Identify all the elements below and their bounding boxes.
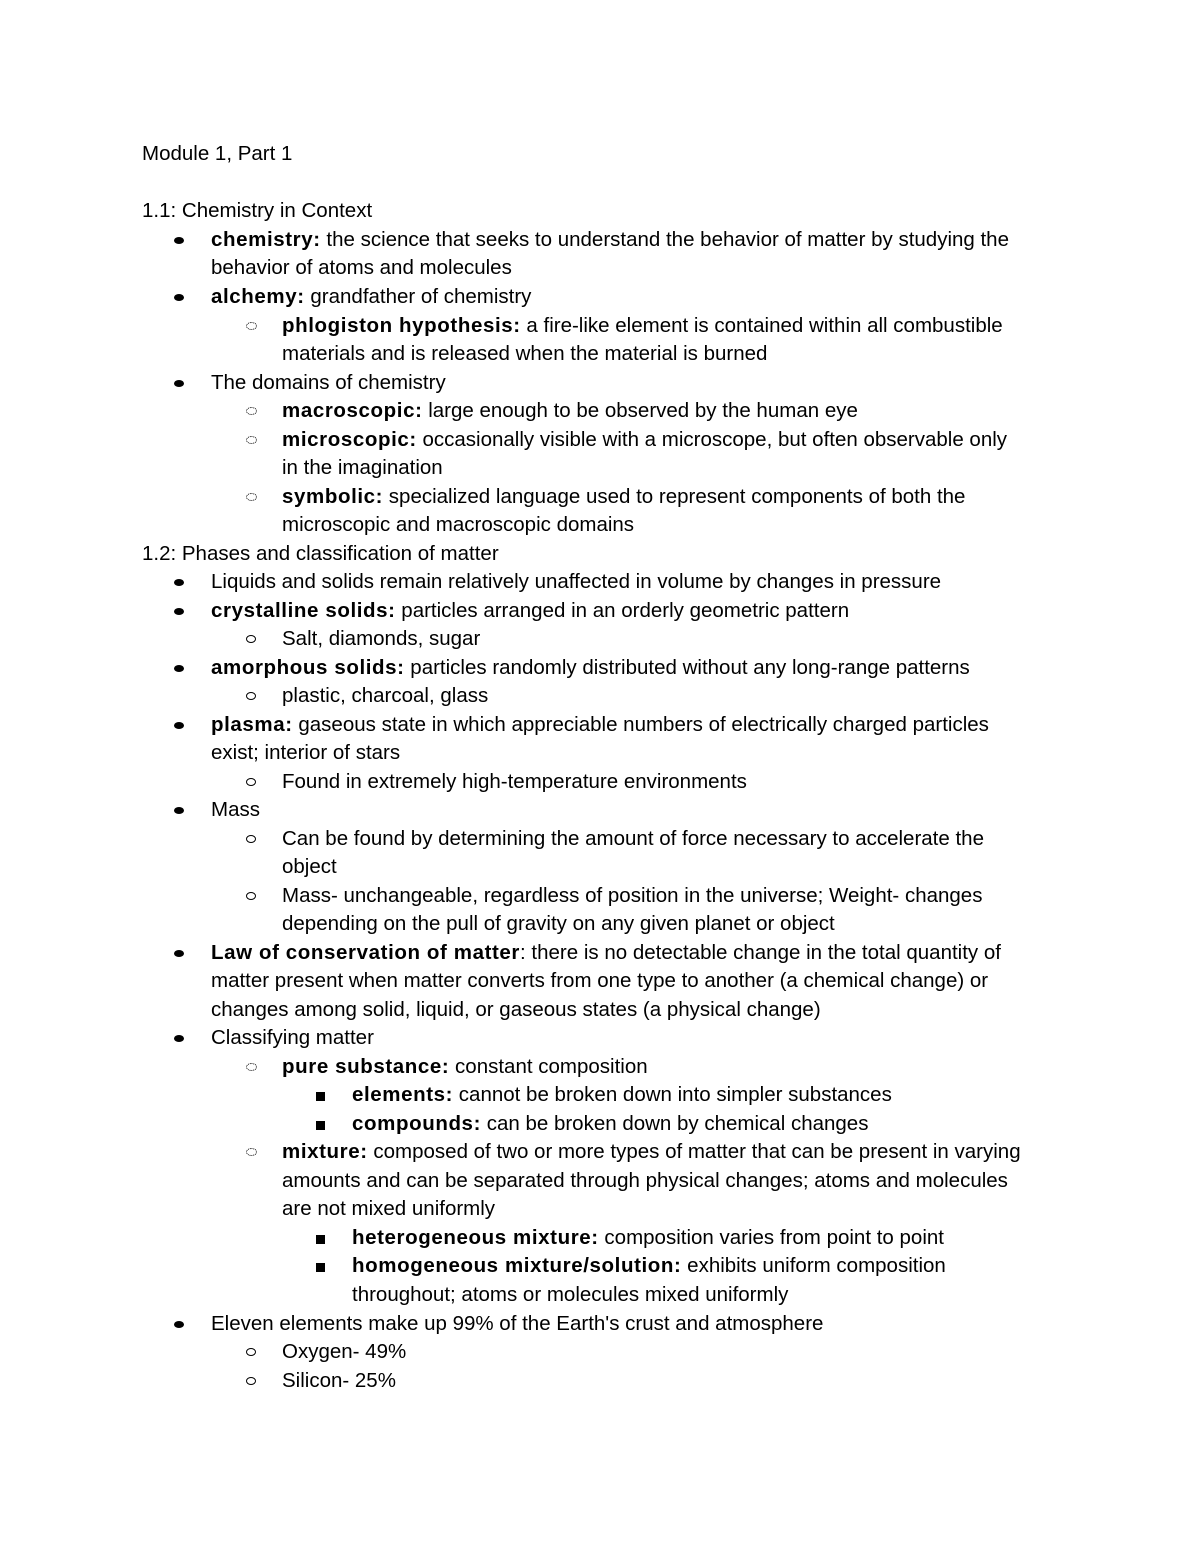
- list-item-compounds: [352, 1110, 868, 1139]
- list-item-continuation: amounts and can be separated through physical changes; atoms and molecules: [282, 1169, 1008, 1192]
- definition-text: particles randomly distributed without any long-range patterns: [404, 656, 970, 679]
- list-item-chemistry: [211, 226, 1009, 255]
- list-item-mass: Mass: [211, 798, 260, 821]
- square-bullet-icon: [316, 1235, 325, 1244]
- list-item-elements: [352, 1081, 892, 1110]
- list-item-amorphous-examples: plastic, charcoal, glass: [282, 684, 489, 707]
- term-compounds: compounds:: [352, 1112, 481, 1135]
- term-pure-substance: pure substance:: [282, 1055, 450, 1078]
- bullet-icon: [174, 608, 184, 615]
- definition-text: constant composition: [449, 1055, 648, 1078]
- sub-bullet-icon: [246, 1348, 256, 1356]
- bullet-icon: [174, 665, 184, 672]
- term-homogeneous: homogeneous mixture/solution:: [352, 1254, 682, 1277]
- sub-bullet-icon: [246, 436, 257, 444]
- list-item-crystalline-examples: Salt, diamonds, sugar: [282, 627, 481, 650]
- definition-text: composed of two or more types of matter that can be present in varying: [367, 1140, 1021, 1163]
- square-bullet-icon: [316, 1263, 325, 1272]
- section-heading-1-2: 1.2: Phases and classification of matter: [142, 542, 499, 565]
- list-item-amorphous: [211, 654, 970, 683]
- list-item-plasma-example: Found in extremely high-temperature environments: [282, 770, 747, 793]
- bullet-icon: [174, 579, 184, 586]
- sub-bullet-icon: [246, 1377, 256, 1385]
- list-item-eleven-elements: Eleven elements make up 99% of the Earth's crust and atmosphere: [211, 1312, 824, 1335]
- definition-text: occasionally visible with a microscope, but often observable only: [416, 428, 1008, 451]
- sub-bullet-icon: [246, 835, 256, 843]
- sub-bullet-icon: [246, 692, 256, 700]
- list-item-continuation: object: [282, 855, 337, 878]
- list-item-liquids: Liquids and solids remain relatively unaffected in volume by changes in pressure: [211, 570, 942, 593]
- list-item-continuation: changes among solid, liquid, or gaseous states (a physical change): [211, 998, 821, 1021]
- list-item-mass-weight: Mass- unchangeable, regardless of position in the universe; Weight- changes: [282, 884, 983, 907]
- list-item-plasma: [211, 711, 989, 740]
- bullet-icon: [174, 237, 184, 244]
- term-plasma: plasma:: [211, 713, 293, 736]
- term-elements: elements:: [352, 1083, 454, 1106]
- list-item-crystalline: [211, 597, 849, 626]
- list-item-macroscopic: [282, 397, 858, 426]
- sub-bullet-icon: [246, 892, 256, 900]
- definition-text: can be broken down by chemical changes: [481, 1112, 869, 1135]
- list-item-mixture: [282, 1138, 1021, 1167]
- list-item-phlogiston: [282, 312, 1003, 341]
- bullet-icon: [174, 294, 184, 301]
- definition-text: gaseous state in which appreciable numbers of electrically charged particles: [292, 713, 989, 736]
- list-item-pure-substance: [282, 1053, 648, 1082]
- list-item-continuation: matter present when matter converts from one type to another (a chemical change) or: [211, 969, 989, 992]
- term-phlogiston: phlogiston hypothesis:: [282, 314, 521, 337]
- square-bullet-icon: [316, 1121, 325, 1130]
- term-conservation-law: Law of conservation of matter: [211, 941, 521, 964]
- sub-bullet-icon: [246, 1063, 257, 1071]
- sub-bullet-icon: [246, 635, 256, 643]
- square-bullet-icon: [316, 1092, 325, 1101]
- list-item-continuation: are not mixed uniformly: [282, 1197, 496, 1220]
- definition-text: specialized language used to represent components of both the: [383, 485, 966, 508]
- term-chemistry: chemistry:: [211, 228, 321, 251]
- list-item-conservation-law: [211, 939, 1001, 968]
- term-symbolic: symbolic:: [282, 485, 384, 508]
- term-alchemy: alchemy:: [211, 285, 305, 308]
- list-item-alchemy: [211, 283, 531, 312]
- term-amorphous: amorphous solids:: [211, 656, 405, 679]
- sub-bullet-icon: [246, 493, 257, 501]
- list-item-symbolic: [282, 483, 965, 512]
- term-macroscopic: macroscopic:: [282, 399, 423, 422]
- section-heading-1-1: 1.1: Chemistry in Context: [142, 199, 373, 222]
- list-item-continuation: microscopic and macroscopic domains: [282, 513, 635, 536]
- term-heterogeneous: heterogeneous mixture:: [352, 1226, 599, 1249]
- definition-text: cannot be broken down into simpler substances: [453, 1083, 892, 1106]
- bullet-icon: [174, 722, 184, 729]
- definition-text: composition varies from point to point: [598, 1226, 944, 1249]
- definition-text: grandfather of chemistry: [304, 285, 532, 308]
- definition-text: a fire-like element is contained within all combustible: [520, 314, 1003, 337]
- definition-text: the science that seeks to understand the behavior of matter by studying the: [320, 228, 1009, 251]
- term-microscopic: microscopic:: [282, 428, 417, 451]
- bullet-icon: [174, 807, 184, 814]
- term-mixture: mixture:: [282, 1140, 368, 1163]
- list-item-oxygen: Oxygen- 49%: [282, 1340, 407, 1363]
- list-item-microscopic: [282, 426, 1007, 455]
- list-item-continuation: behavior of atoms and molecules: [211, 256, 512, 279]
- list-item-silicon: Silicon- 25%: [282, 1369, 396, 1392]
- list-item-heterogeneous: [352, 1224, 944, 1253]
- list-item-domains: The domains of chemistry: [211, 371, 446, 394]
- sub-bullet-icon: [246, 322, 257, 330]
- bullet-icon: [174, 1321, 184, 1328]
- sub-bullet-icon: [246, 778, 256, 786]
- list-item-continuation: materials and is released when the material is burned: [282, 342, 768, 365]
- bullet-icon: [174, 1035, 184, 1042]
- list-item-continuation: in the imagination: [282, 456, 443, 479]
- bullet-icon: [174, 380, 184, 387]
- list-item-continuation: exist; interior of stars: [211, 741, 401, 764]
- definition-text: particles arranged in an orderly geometric pattern: [395, 599, 850, 622]
- sub-bullet-icon: [246, 407, 257, 415]
- list-item-homogeneous: [352, 1252, 946, 1281]
- bullet-icon: [174, 950, 184, 957]
- definition-text: large enough to be observed by the human eye: [422, 399, 858, 422]
- definition-text: exhibits uniform composition: [681, 1254, 946, 1277]
- list-item-continuation: depending on the pull of gravity on any given planet or object: [282, 912, 835, 935]
- list-item-continuation: throughout; atoms or molecules mixed uniformly: [352, 1283, 789, 1306]
- document-title: Module 1, Part 1: [142, 142, 293, 165]
- definition-text: : there is no detectable change in the total quantity of: [520, 941, 1001, 964]
- list-item-classifying: Classifying matter: [211, 1026, 374, 1049]
- list-item-mass-force: Can be found by determining the amount of force necessary to accelerate the: [282, 827, 984, 850]
- term-crystalline: crystalline solids:: [211, 599, 396, 622]
- sub-bullet-icon: [246, 1148, 257, 1156]
